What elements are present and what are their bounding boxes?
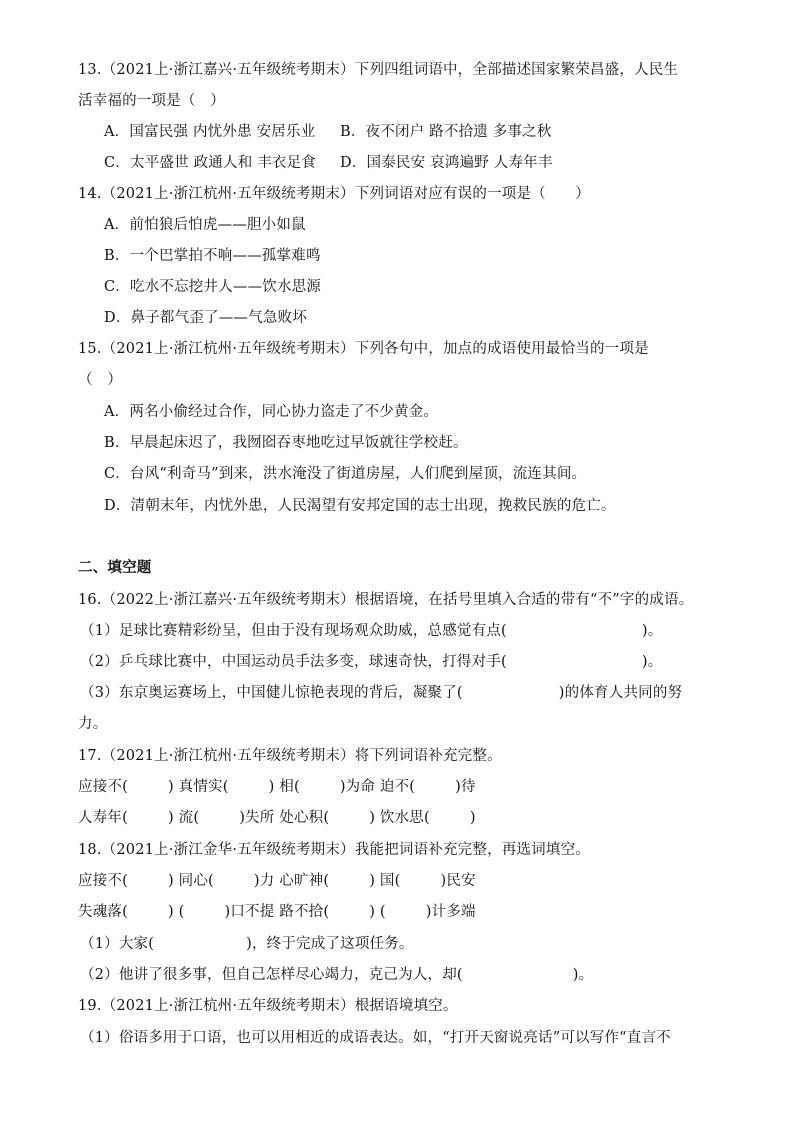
q18-r2-p0: 失魂落(	[78, 904, 128, 920]
q18-r1-p4: )民安	[440, 873, 476, 889]
q13-option-b[interactable]: B．夜不闭户 路不拾遗 多事之秋	[340, 124, 552, 140]
q17-row1	[78, 777, 476, 797]
q15-stem-line1: 15.（2021上·浙江杭州·五年级统考期末）下列各句中，加点的成语使用最恰当的一项是	[78, 341, 649, 357]
q18-r1-p3: ) 国(	[369, 873, 401, 889]
q17-r2-p2: )失所 处心积(	[239, 810, 330, 826]
q17-r2-p4: )	[469, 810, 476, 826]
q15-option-a[interactable]: A．两名小偷经过合作，同心协力盗走了不少黄金。	[104, 404, 439, 420]
q16-sub1	[80, 621, 662, 641]
q16-sub3-cont: 力。	[78, 716, 108, 732]
q18-row2	[78, 902, 476, 922]
q16-sub2-text: （2）乒乓球比赛中，中国运动员手法多变，球速奇快，打得对手(	[80, 654, 507, 670]
q18-sub1	[80, 934, 414, 954]
q18-sub2-text: （2）他讲了很多事，但自己怎样尽心竭力，克己为人，却(	[80, 967, 463, 983]
q18-r2-p3: ) (	[369, 904, 386, 920]
section-title-fill-in: 二、填空题	[78, 560, 152, 576]
q13-options-row2	[104, 153, 553, 173]
q15-stem-line2: （ ）	[78, 372, 123, 388]
q13-stem-line1: 13.（2021上·浙江嘉兴·五年级统考期末）下列四组词语中，全部描述国家繁荣昌盛，人民生	[78, 62, 679, 78]
q15-option-b[interactable]: B．早晨起床迟了，我囫囵吞枣地吃过早饭就往学校赶。	[104, 435, 468, 451]
q18-r2-p1: ) (	[167, 904, 185, 920]
q14-option-a[interactable]: A．前怕狼后怕虎——胆小如鼠	[104, 217, 306, 233]
q14-option-d[interactable]: D．鼻子都气歪了——气急败坏	[104, 310, 307, 326]
q15-option-d[interactable]: D．清朝末年，内忧外患，人民渴望有安邦定国的志士出现，挽救民族的危亡。	[104, 498, 616, 514]
q18-r1-p1: ) 同心(	[167, 873, 214, 889]
q16-stem: 16.（2022上·浙江嘉兴·五年级统考期末）根据语境，在括号里填入合适的带有“不”字的成语。	[78, 592, 694, 608]
q17-r2-p3: ) 饮水思(	[369, 810, 430, 826]
q18-r1-p0: 应接不(	[78, 873, 128, 889]
q17-r2-p1: ) 流(	[167, 810, 200, 826]
q16-sub3-text: （3）东京奥运赛场上，中国健儿惊艳表现的背后，凝聚了(	[80, 685, 463, 701]
q17-r1-p0: 应接不(	[78, 779, 128, 795]
q14-option-c[interactable]: C．吃水不忘挖井人——饮水思源	[104, 279, 322, 295]
q13-option-a[interactable]: A．国富民强 内忧外患 安居乐业	[104, 124, 316, 140]
q16-sub3-end: )的体育人共同的努	[558, 685, 683, 701]
q17-r2-p0: 人寿年(	[78, 810, 128, 826]
q17-row2	[78, 808, 476, 828]
q16-sub3	[80, 683, 682, 703]
q15-option-c[interactable]: C．台风“利奇马”到来，洪水淹没了街道房屋，人们爬到屋顶，流连其间。	[104, 466, 587, 482]
q18-sub2	[80, 965, 593, 985]
q18-r2-p2: )口不提 路不拾(	[224, 904, 330, 920]
q19-stem: 19.（2021上·浙江杭州·五年级统考期末）根据语境填空。	[78, 998, 458, 1014]
q14-stem: 14.（2021上·浙江杭州·五年级统考期末）下列词语对应有误的一项是（ ）	[78, 186, 590, 202]
q17-r1-p2: ) 相(	[268, 779, 300, 795]
q18-sub1-end: )，终于完成了这项任务。	[246, 936, 414, 952]
q18-r1-p2: )力 心旷神(	[253, 873, 330, 889]
q13-options-row1	[104, 122, 552, 142]
q13-option-d[interactable]: D．国泰民安 哀鸿遍野 人寿年丰	[340, 155, 553, 171]
q14-option-b[interactable]: B．一个巴掌拍不响——孤掌难鸣	[104, 248, 321, 264]
q17-r1-p3: )为命 迫不(	[339, 779, 416, 795]
q18-r2-p4: )计多端	[425, 904, 476, 920]
q18-sub1-text: （1）大家(	[80, 936, 155, 952]
q19-sub1: （1）俗语多用于口语，也可以用相近的成语表达。如，“打开天窗说亮话”可以写作“直言不	[80, 1030, 671, 1046]
q16-sub2	[80, 652, 662, 672]
q17-r1-p1: ) 真情实(	[167, 779, 229, 795]
q18-sub2-end: )。	[572, 967, 594, 983]
q18-stem: 18.（2021上·浙江金华·五年级统考期末）我能把词语补充完整，再选词填空。	[78, 842, 590, 858]
q17-r1-p4: )待	[455, 779, 476, 795]
q16-sub1-text: （1）足球比赛精彩纷呈，但由于没有现场观众助威，总感觉有点(	[80, 623, 507, 639]
q16-sub2-end: )。	[641, 654, 663, 670]
q13-option-c[interactable]: C．太平盛世 政通人和 丰衣足食	[104, 155, 317, 171]
q16-sub1-end: )。	[641, 623, 663, 639]
q17-stem: 17.（2021上·浙江杭州·五年级统考期末）将下列词语补充完整。	[78, 748, 502, 764]
q18-row1	[78, 871, 476, 891]
q13-stem-line2: 活幸福的一项是（ ）	[78, 93, 225, 109]
